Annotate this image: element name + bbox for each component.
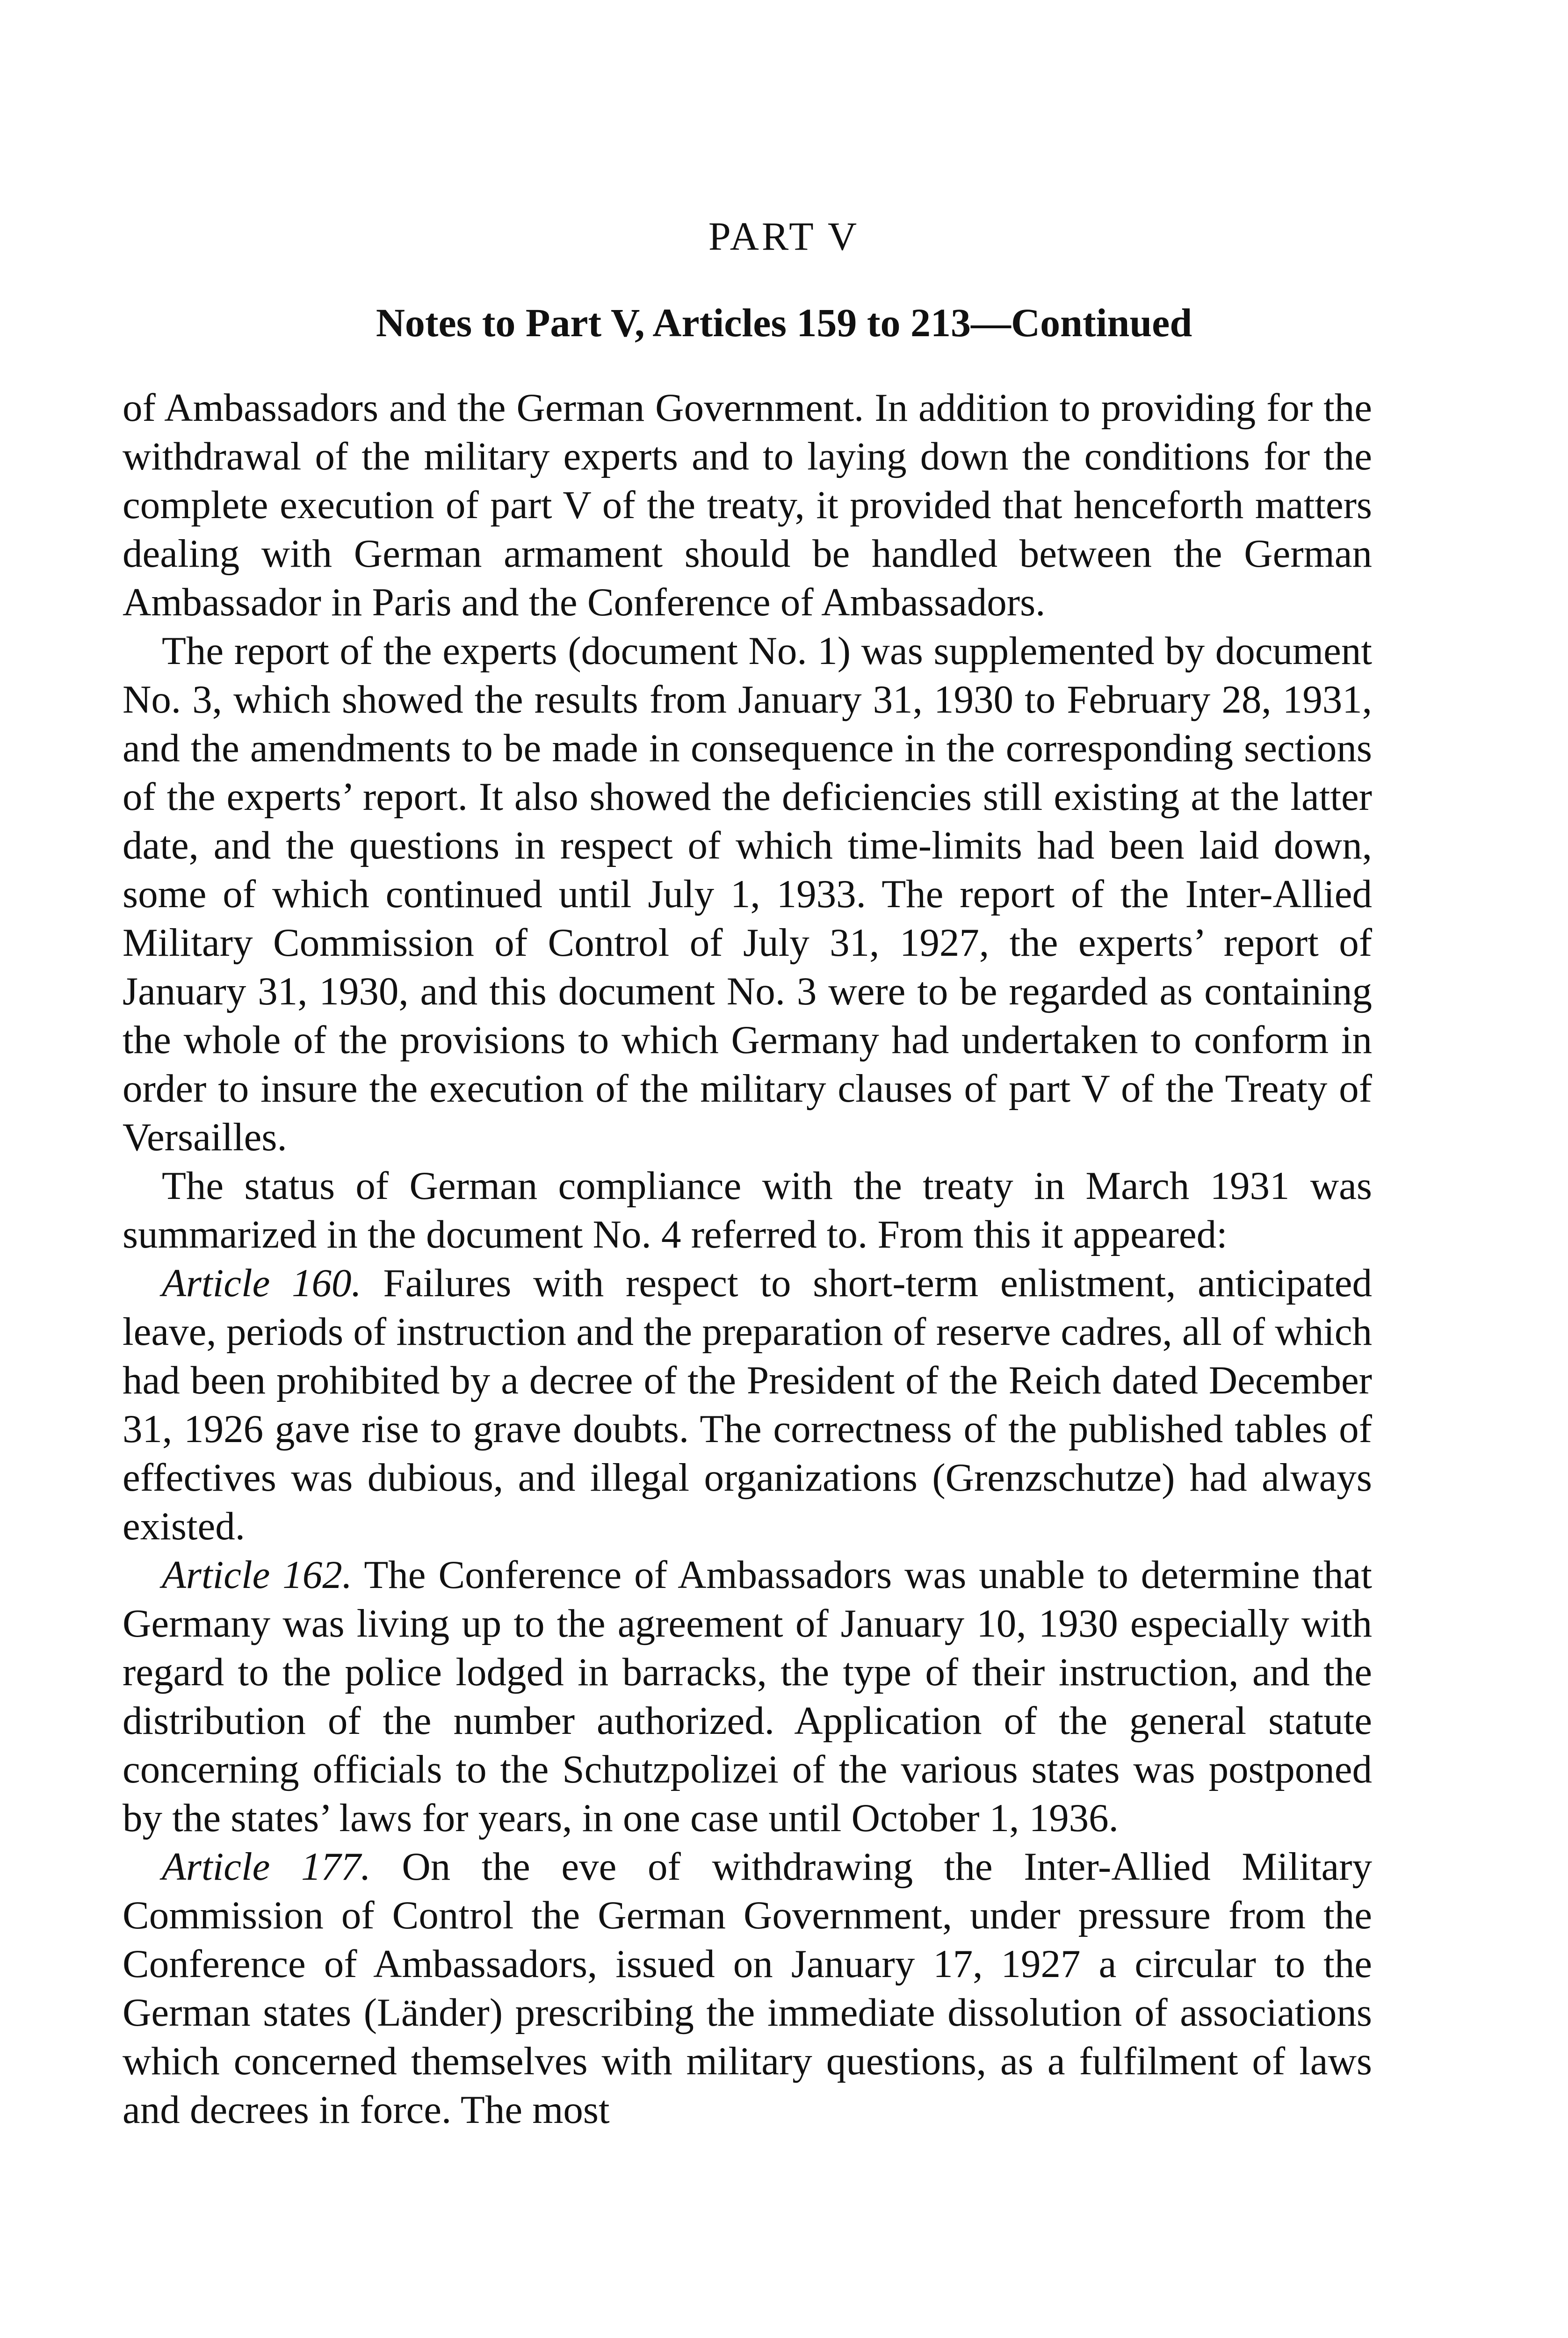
paragraph-status [123, 1162, 1372, 1259]
paragraph-article-177 [123, 1842, 1372, 2134]
paragraph-text: The Conference of Ambassadors was unable to determine that Germany was living up to the agreement of January 10, 1930 especially with regard to the police lodged in barracks, the type of their instruction, and the distribution of the number authorized. Application of the general statute concerning officials to the Schutzpolizei of the various states was postponed by the states’ laws for years, in one case until October 1, 1936. [123, 1553, 1372, 1840]
paragraph-text: The report of the experts (document No. 1) was supplemented by document No. 3, which showed the results from January 31, 1930 to February 28, 1931, and the amendments to be made in consequence in the corresponding sections of the experts’ report. It also showed the deficiencies still existing at the latter date, and the questions in respect of which time-limits had been laid down, some of which continued until July 1, 1933. The report of the Inter-Allied Military Commission of Control of July 31, 1927, the experts’ report of January 31, 1930, and this document No. 3 were to be regarded as containing the whole of the provisions to which Germany had undertaken to conform in order to insure the execution of the military clauses of part V of the Treaty of Versailles. [123, 629, 1372, 1159]
paragraph-continuation [123, 383, 1372, 627]
paragraph-text: Failures with respect to short-term enlistment, anticipated leave, periods of instruction and the preparation of reserve cadres, all of which had been prohibited by a decree of the President of the Reich dated December 31, 1926 gave rise to grave doubts. The correctness of the published tables of effectives was dubious, and illegal organizations (Grenzschutze) had always existed. [123, 1261, 1372, 1548]
body-text [123, 383, 1372, 2134]
paragraph-article-160 [123, 1259, 1372, 1551]
paragraph-article-162 [123, 1551, 1372, 1842]
paragraph-text: The status of German compliance with the treaty in March 1931 was summarized in the document No. 4 referred to. From this it appeared: [123, 1164, 1372, 1256]
paragraph-text: On the eve of withdrawing the Inter-Allied Military Commission of Control the German Government, under pressure from the Conference of Ambassadors, issued on January 17, 1927 a circular to the German states (Länder) prescribing the immediate dissolution of associations which concerned themselves with military questions, as a fulfilment of laws and decrees in force. The most [123, 1845, 1372, 2132]
article-lead: Article 160. [162, 1261, 361, 1305]
part-heading: PART V [708, 214, 860, 259]
notes-heading: Notes to Part V, Articles 159 to 213—Continued [376, 300, 1192, 345]
article-lead: Article 162. [162, 1553, 352, 1597]
article-lead: Article 177. [162, 1845, 371, 1889]
paragraph-text: of Ambassadors and the German Government. In addition to providing for the withdrawal of the military experts and to laying down the conditions for the complete execution of part V of the treaty, it provided that henceforth matters dealing with German armament should be handled between the German Ambassador in Paris and the Conference of Ambassadors. [123, 386, 1372, 624]
paragraph-experts-report [123, 627, 1372, 1162]
